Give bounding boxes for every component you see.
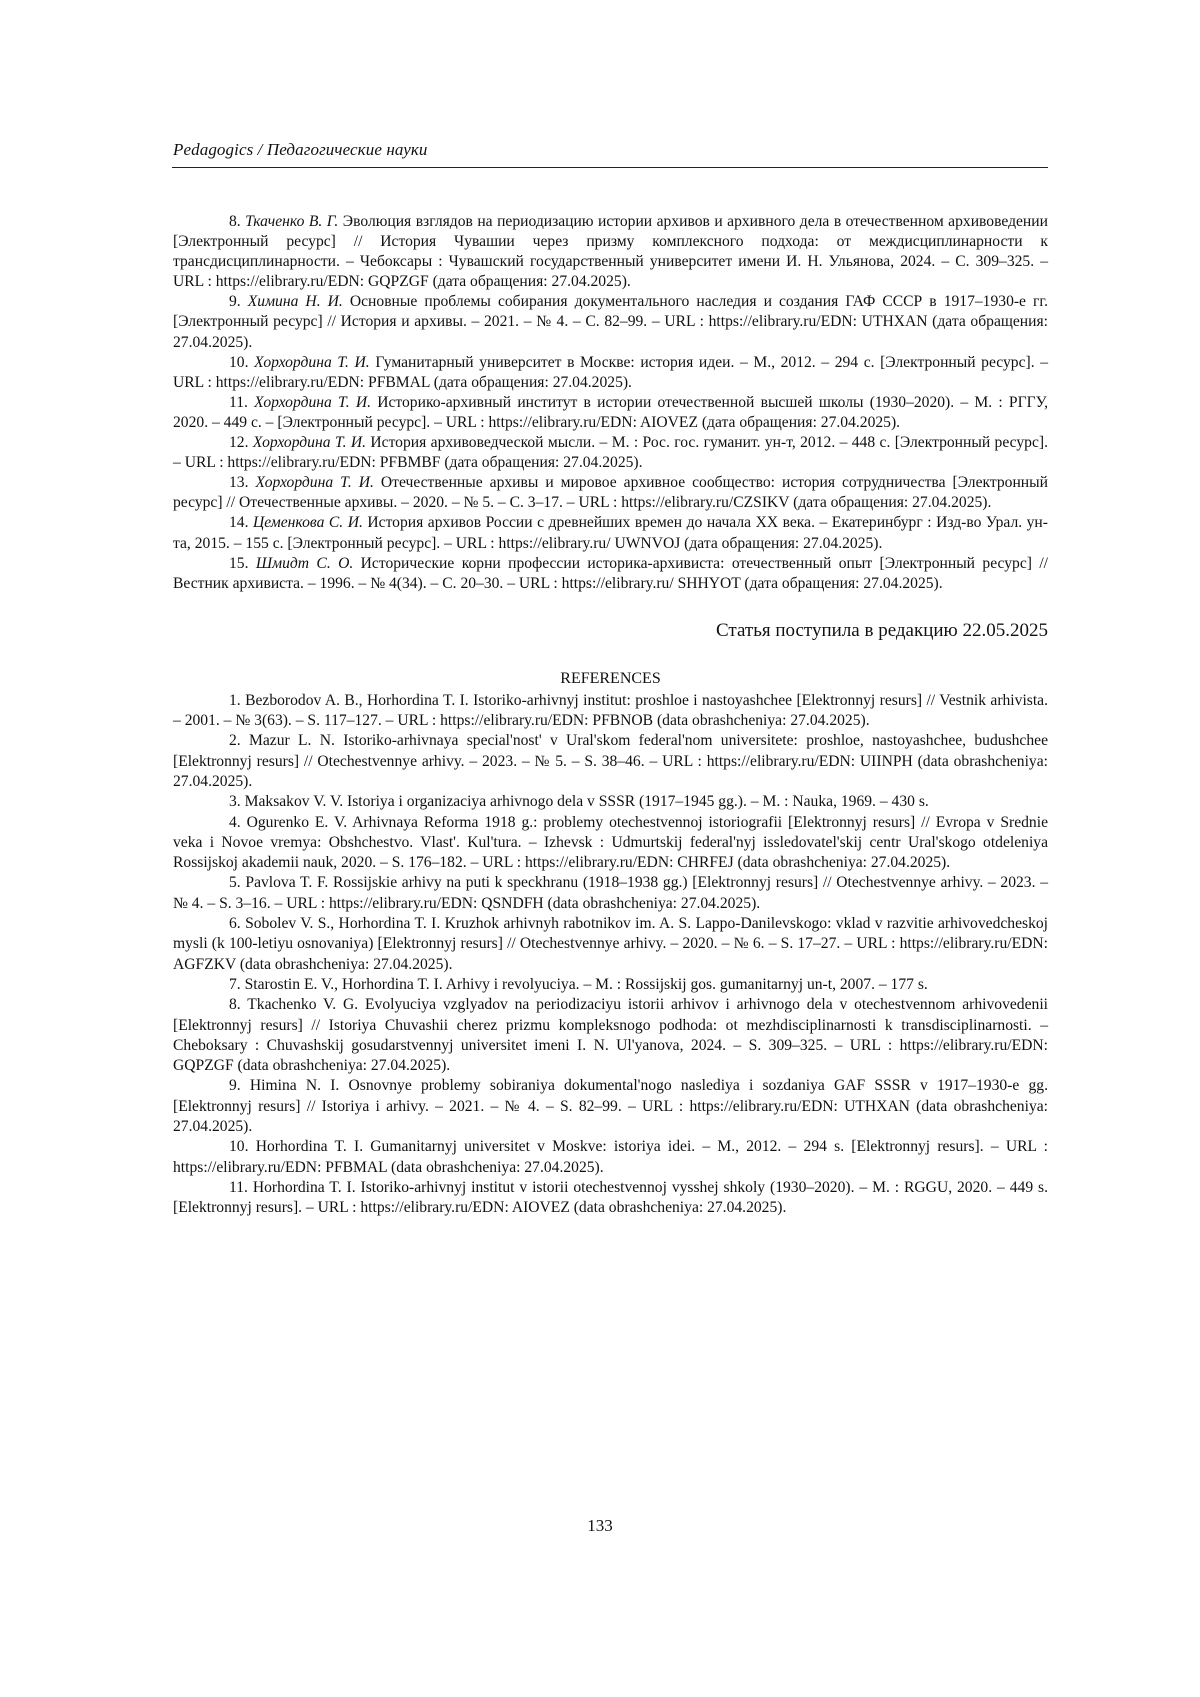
reference-text: Horhordina T. I. Gumanitarnyj universitet v Moskve: istoriya idei. – M., 2012. – 294 s. [Elektronnyj resurs]. – URL : https://elibrary.ru/EDN: PFBMAL (data obrashcheniya: 27.04.2025). (173, 1138, 1049, 1176)
reference-text: Maksakov V. V. Istoriya i organizaciya arhivnogo dela v SSSR (1917–1945 gg.). – M. : Nauka, 1969. – 430 s. (244, 793, 929, 811)
reference-author: Хорхордина Т. И. (254, 353, 370, 371)
reference-text: Ogurenko E. V. Arhivnaya Reforma 1918 g.: problemy otechestvennoj istoriografii [Elektronnyj resurs] // Evropa v Srednie veka i Novoe vremya: Obshchestvo. Vlast'. Kul'tura. – Izhevsk : Udmurtskij federal'nyj issledovatel'skij centr Ural'skogo otdeleniya Rossijskoj akademii nauk, 2020. – S. 176–182. – URL : https://elibrary.ru/EDN: CHRFEJ (data obrashcheniya: 27.04.2025). (173, 813, 1048, 872)
reference-number: 11. (229, 1178, 248, 1196)
reference-en-10 (173, 1137, 1048, 1178)
reference-author: Ткаченко В. Г. (245, 213, 339, 230)
header-rule (172, 167, 1048, 168)
reference-text: Pavlova T. F. Rossijskie arhivy na puti k speckhranu (1918–1938 gg.) [Elektronnyj resurs] // Otechestvennye arhivy. – 2023. – № 4. – S. 3–16. – URL : https://elibrary.ru/EDN: QSNDFH (data obrashcheniya: 27.04.2025). (173, 874, 1048, 912)
reference-text: Историко-архивный институт в истории отечественной высшей школы (1930–2020). – М. : РГГУ, 2020. – 449 с. – [Электронный ресурс]. – URL : https://elibrary.ru/EDN: AIOVEZ (дата обращения: 27.04.2025). (173, 393, 1049, 431)
reference-ru-9 (173, 292, 1048, 352)
reference-en-9 (173, 1076, 1048, 1137)
reference-text: Starostin E. V., Horhordina T. I. Arhivy i revolyuciya. – M. : Rossijskij gos. gumanitarnyj un-t, 2007. – 177 s. (244, 975, 928, 993)
reference-ru-13 (173, 473, 1048, 513)
reference-number: 8. (229, 213, 241, 230)
reference-text: Mazur L. N. Istoriko-arhivnaya special'nost' v Ural'skom federal'nom universitete: proshloe, nastoyashchee, budushchee [Elektronnyj resurs] // Otechestvennye arhivy. – 2023. – № 5. – S. 38–46. – URL : https://elibrary.ru/EDN: UIINPH (data obrashcheniya: 27.04.2025). (173, 732, 1048, 790)
reference-number: 5. (229, 874, 241, 892)
reference-text: История архивоведческой мысли. – М. : Рос. гос. гуманит. ун-т, 2012. – 448 с. [Электронный ресурс]. – URL : https://elibrary.ru/EDN: PFBMBF (дата обращения: 27.04.2025). (173, 434, 1048, 472)
reference-text: Эволюция взглядов на периодизацию истории архивов и архивного дела в отечественном архивоведении [Электронный ресурс] // История Чувашии через призму комплексного подхода: от междисциплинарности к трансдисциплинарности. – Чебоксары : Чувашский государственный университет имени И. Н. Ульянова, 2024. – С. 309–325. – URL : https://elibrary.ru/EDN: GQPZGF (дата обращения: 27.04.2025). (173, 213, 1048, 291)
page-number: 133 (587, 1516, 613, 1535)
reference-en-3 (173, 792, 1048, 812)
reference-number: 11. (229, 393, 248, 411)
reference-number: 12. (229, 434, 249, 452)
reference-en-7 (173, 975, 1048, 995)
reference-ru-14 (173, 513, 1048, 553)
received-date-note: Статья поступила в редакцию 22.05.2025 (716, 619, 1048, 641)
reference-ru-8 (173, 212, 1048, 292)
running-header: Pedagogics / Педагогические науки (173, 140, 428, 159)
reference-text: Sobolev V. S., Horhordina T. I. Kruzhok arhivnyh rabotnikov im. A. S. Lappo-Danilevskogo: vklad v razvitie arhivovedcheskoj mysli (k 100-letiyu osnovaniya) [Elektronnyj resurs] // Otechestvennye arhivy. – 2020. – № 6. – S. 17–27. – URL : https://elibrary.ru/EDN: AGFZKV (data obrashcheniya: 27.04.2025). (173, 915, 1048, 973)
references-en-heading: REFERENCES (560, 669, 661, 687)
reference-number: 4. (229, 813, 241, 831)
reference-text: Tkachenko V. G. Evolyuciya vzglyadov na periodizaciyu istorii arhivov i arhivnogo dela v otechestvennom arhivovedenii [Elektronnyj resurs] // Istoriya Chuvashii cherez prizmu kompleksnogo podhoda: ot mezhdisciplinarnosti k transdisciplinarnosti. – Cheboksary : Chuvashskij gosudarstvennyj universitet imeni I. N. Ul'yanova, 2024. – S. 309–325. – URL : https://elibrary.ru/EDN: GQPZGF (data obrashcheniya: 27.04.2025). (173, 996, 1048, 1075)
reference-number: 10. (229, 353, 249, 371)
reference-text: Horhordina T. I. Istoriko-arhivnyj institut v istorii otechestvennoj vysshej shkoly (1930–2020). – M. : RGGU, 2020. – 449 s. [Elektronnyj resurs]. – URL : https://elibrary.ru/EDN: AIOVEZ (data obrashcheniya: 27.04.2025). (173, 1178, 1048, 1217)
reference-text: Bezborodov A. B., Horhordina T. I. Istoriko-arhivnyj institut: proshloe i nastoyashchee [Elektronnyj resurs] // Vestnik arhivista. – 2001. – № 3(63). – S. 117–127. – URL : https://elibrary.ru/EDN: PFBNOB (data obrashcheniya: 27.04.2025). (173, 691, 1048, 730)
reference-en-4 (173, 813, 1048, 874)
reference-author: Хорхордина Т. И. (255, 474, 374, 492)
reference-text: Основные проблемы собирания документального наследия и создания ГАФ СССР в 1917–1930-е гг. [Электронный ресурс] // История и архивы. – 2021. – № 4. – С. 82–99. – URL : https://elibrary.ru/EDN: UTHXAN (дата обращения: 27.04.2025). (173, 293, 1048, 351)
reference-number: 1. (229, 691, 241, 709)
reference-number: 8. (229, 996, 241, 1014)
reference-number: 6. (229, 915, 241, 933)
reference-text: Отечественные архивы и мировое архивное сообщество: история сотрудничества [Электронный ресурс] // Отечественные архивы. – 2020. – № 5. – С. 3–17. – URL : https://elibrary.ru/CZSIKV (дата обращения: 27.04.2025). (173, 474, 1048, 512)
reference-number: 10. (229, 1138, 249, 1156)
reference-en-8 (173, 995, 1048, 1076)
reference-number: 9. (229, 1077, 241, 1095)
page-content (173, 212, 1048, 1219)
reference-author: Цеменкова С. И. (253, 514, 363, 532)
reference-en-6 (173, 914, 1048, 975)
reference-number: 7. (229, 975, 241, 993)
reference-text: Himina N. I. Osnovnye problemy sobiraniya dokumental'nogo naslediya i sozdaniya GAF SSSR v 1917–1930-e gg. [Elektronnyj resurs] // Istoriya i arhivy. – 2021. – № 4. – S. 82–99. – URL : https://elibrary.ru/EDN: UTHXAN (data obrashcheniya: 27.04.2025). (173, 1077, 1048, 1136)
reference-number: 14. (229, 514, 249, 532)
reference-number: 15. (229, 554, 249, 572)
reference-author: Химина Н. И. (247, 293, 343, 311)
reference-author: Хорхордина Т. И. (252, 434, 367, 452)
reference-number: 2. (229, 732, 241, 750)
reference-ru-12 (173, 433, 1048, 473)
references-en-list (173, 691, 1048, 1219)
reference-author: Шмидт С. О. (255, 554, 354, 572)
reference-ru-15 (173, 554, 1048, 594)
reference-number: 3. (229, 793, 241, 811)
reference-number: 9. (229, 293, 241, 311)
reference-text: История архивов России с древнейших времен до начала XX века. – Екатеринбург : Изд-во Урал. ун-та, 2015. – 155 с. [Электронный ресурс]. – URL : https://elibrary.ru/ UWNVOJ (дата обращения: 27.04.2025). (173, 514, 1048, 552)
reference-ru-11 (173, 393, 1048, 433)
reference-en-2 (173, 731, 1048, 792)
reference-en-1 (173, 691, 1048, 732)
references-ru-list (173, 212, 1048, 594)
reference-number: 13. (229, 474, 249, 492)
reference-text: Исторические корни профессии историка-архивиста: отечественный опыт [Электронный ресурс] // Вестник архивиста. – 1996. – № 4(34). – С. 20–30. – URL : https://elibrary.ru/ SHHYOT (дата обращения: 27.04.2025). (173, 554, 1048, 592)
reference-en-11 (173, 1178, 1048, 1219)
reference-en-5 (173, 873, 1048, 914)
reference-ru-10 (173, 353, 1048, 393)
reference-text: Гуманитарный университет в Москве: история идеи. – М., 2012. – 294 с. [Электронный ресурс]. – URL : https://elibrary.ru/EDN: PFBMAL (дата обращения: 27.04.2025). (173, 353, 1049, 391)
reference-author: Хорхордина Т. И. (254, 393, 371, 411)
